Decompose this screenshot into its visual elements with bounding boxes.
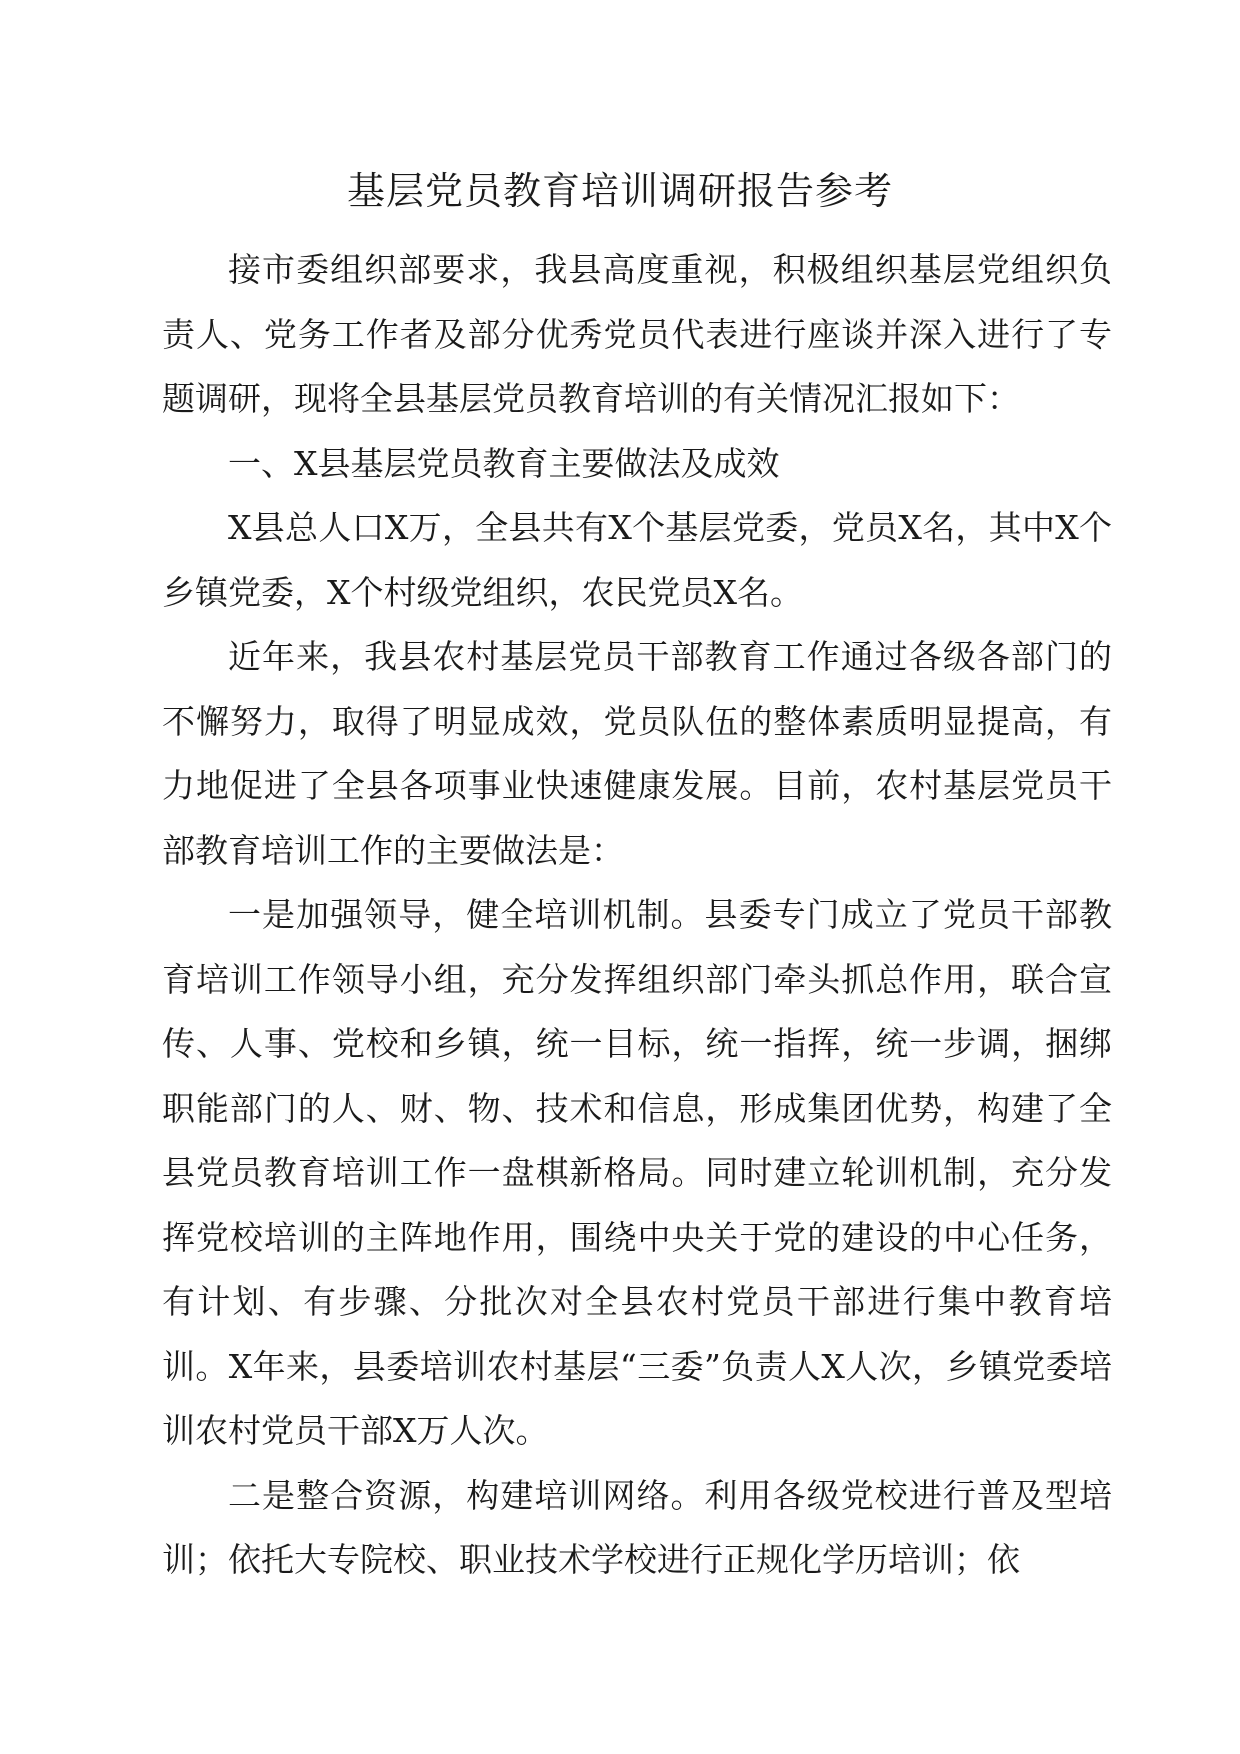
section-heading-1: 一、X县基层党员教育主要做法及成效 (228, 443, 780, 483)
document-body (162, 238, 1112, 1593)
paragraph-leadership: 一是加强领导，健全培训机制。县委专门成立了党员干部教育培训工作领导小组，充分发挥组织部门牵头抓总作用，联合宣传、人事、党校和乡镇，统一目标，统一指挥，统一步调，捆绑职能部门的人、财、物、技术和信息，形成集团优势，构建了全县党员教育培训工作一盘棋新格局。同时建立轮训机制，充分发挥党校培训的主阵地作用，围绕中央关于党的建设的中心任务，有计划、有步骤、分批次对全县农村党员干部进行集中教育培训。X年来，县委培训农村基层“三委”负责人X人次，乡镇党委培训农村党员干部X万人次。 (162, 895, 1112, 1450)
paragraph-resources: 二是整合资源，构建培训网络。利用各级党校进行普及型培训；依托大专院校、职业技术学校进行正规化学历培训；依 (162, 1475, 1112, 1579)
paragraph-population: X县总人口X万，全县共有X个基层党委，党员X名，其中X个乡镇党委，X个村级党组织，农民党员X名。 (162, 508, 1112, 612)
document-title: 基层党员教育培训调研报告参考 (346, 169, 893, 213)
paragraph-intro: 接市委组织部要求，我县高度重视，积极组织基层党组织负责人、党务工作者及部分优秀党员代表进行座谈并深入进行了专题调研，现将全县基层党员教育培训的有关情况汇报如下： (162, 250, 1112, 418)
paragraph-achievements: 近年来，我县农村基层党员干部教育工作通过各级各部门的不懈努力，取得了明显成效，党员队伍的整体素质明显提高，有力地促进了全县各项事业快速健康发展。目前，农村基层党员干部教育培训工作的主要做法是： (162, 637, 1112, 870)
